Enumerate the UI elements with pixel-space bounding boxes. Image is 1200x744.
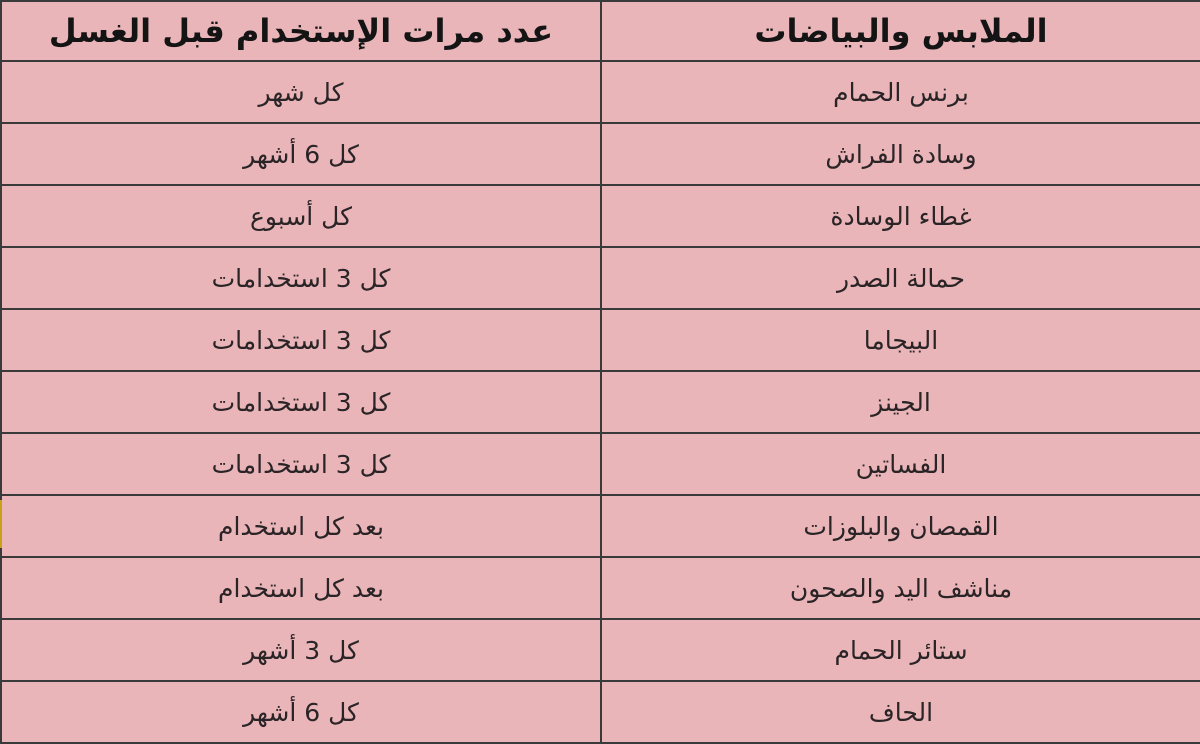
cell-item: القمصان والبلوزات [601, 495, 1200, 557]
left-edge-mark [0, 500, 2, 548]
table-row [1, 619, 1200, 681]
cell-item: الحاف [601, 681, 1200, 743]
cell-frequency: بعد كل استخدام [1, 557, 601, 619]
table-row [1, 681, 1200, 743]
cell-item: ستائر الحمام [601, 619, 1200, 681]
cell-frequency: كل 3 أشهر [1, 619, 601, 681]
cell-item: مناشف اليد والصحون [601, 557, 1200, 619]
cell-item: غطاء الوسادة [601, 185, 1200, 247]
table-row [1, 123, 1200, 185]
cell-frequency: كل 3 استخدامات [1, 247, 601, 309]
cell-item: وسادة الفراش [601, 123, 1200, 185]
cell-item: الجينز [601, 371, 1200, 433]
table-row [1, 61, 1200, 123]
table-row [1, 247, 1200, 309]
header-frequency: عدد مرات الإستخدام قبل الغسل [1, 1, 601, 61]
cell-frequency: كل شهر [1, 61, 601, 123]
table-row [1, 371, 1200, 433]
cell-frequency: كل أسبوع [1, 185, 601, 247]
cell-item: البيجاما [601, 309, 1200, 371]
table-header [1, 1, 1200, 61]
header-item: الملابس والبياضات [601, 1, 1200, 61]
cell-frequency: كل 3 استخدامات [1, 371, 601, 433]
table-row [1, 495, 1200, 557]
cell-item: حمالة الصدر [601, 247, 1200, 309]
cell-item: برنس الحمام [601, 61, 1200, 123]
cell-frequency: كل 3 استخدامات [1, 433, 601, 495]
table-row [1, 557, 1200, 619]
cell-frequency: كل 3 استخدامات [1, 309, 601, 371]
cell-item: الفساتين [601, 433, 1200, 495]
table-body [1, 61, 1200, 743]
header-row [1, 1, 1200, 61]
table-row [1, 309, 1200, 371]
cell-frequency: كل 6 أشهر [1, 123, 601, 185]
cell-frequency: بعد كل استخدام [1, 495, 601, 557]
table-row [1, 185, 1200, 247]
table-row [1, 433, 1200, 495]
cell-frequency: كل 6 أشهر [1, 681, 601, 743]
